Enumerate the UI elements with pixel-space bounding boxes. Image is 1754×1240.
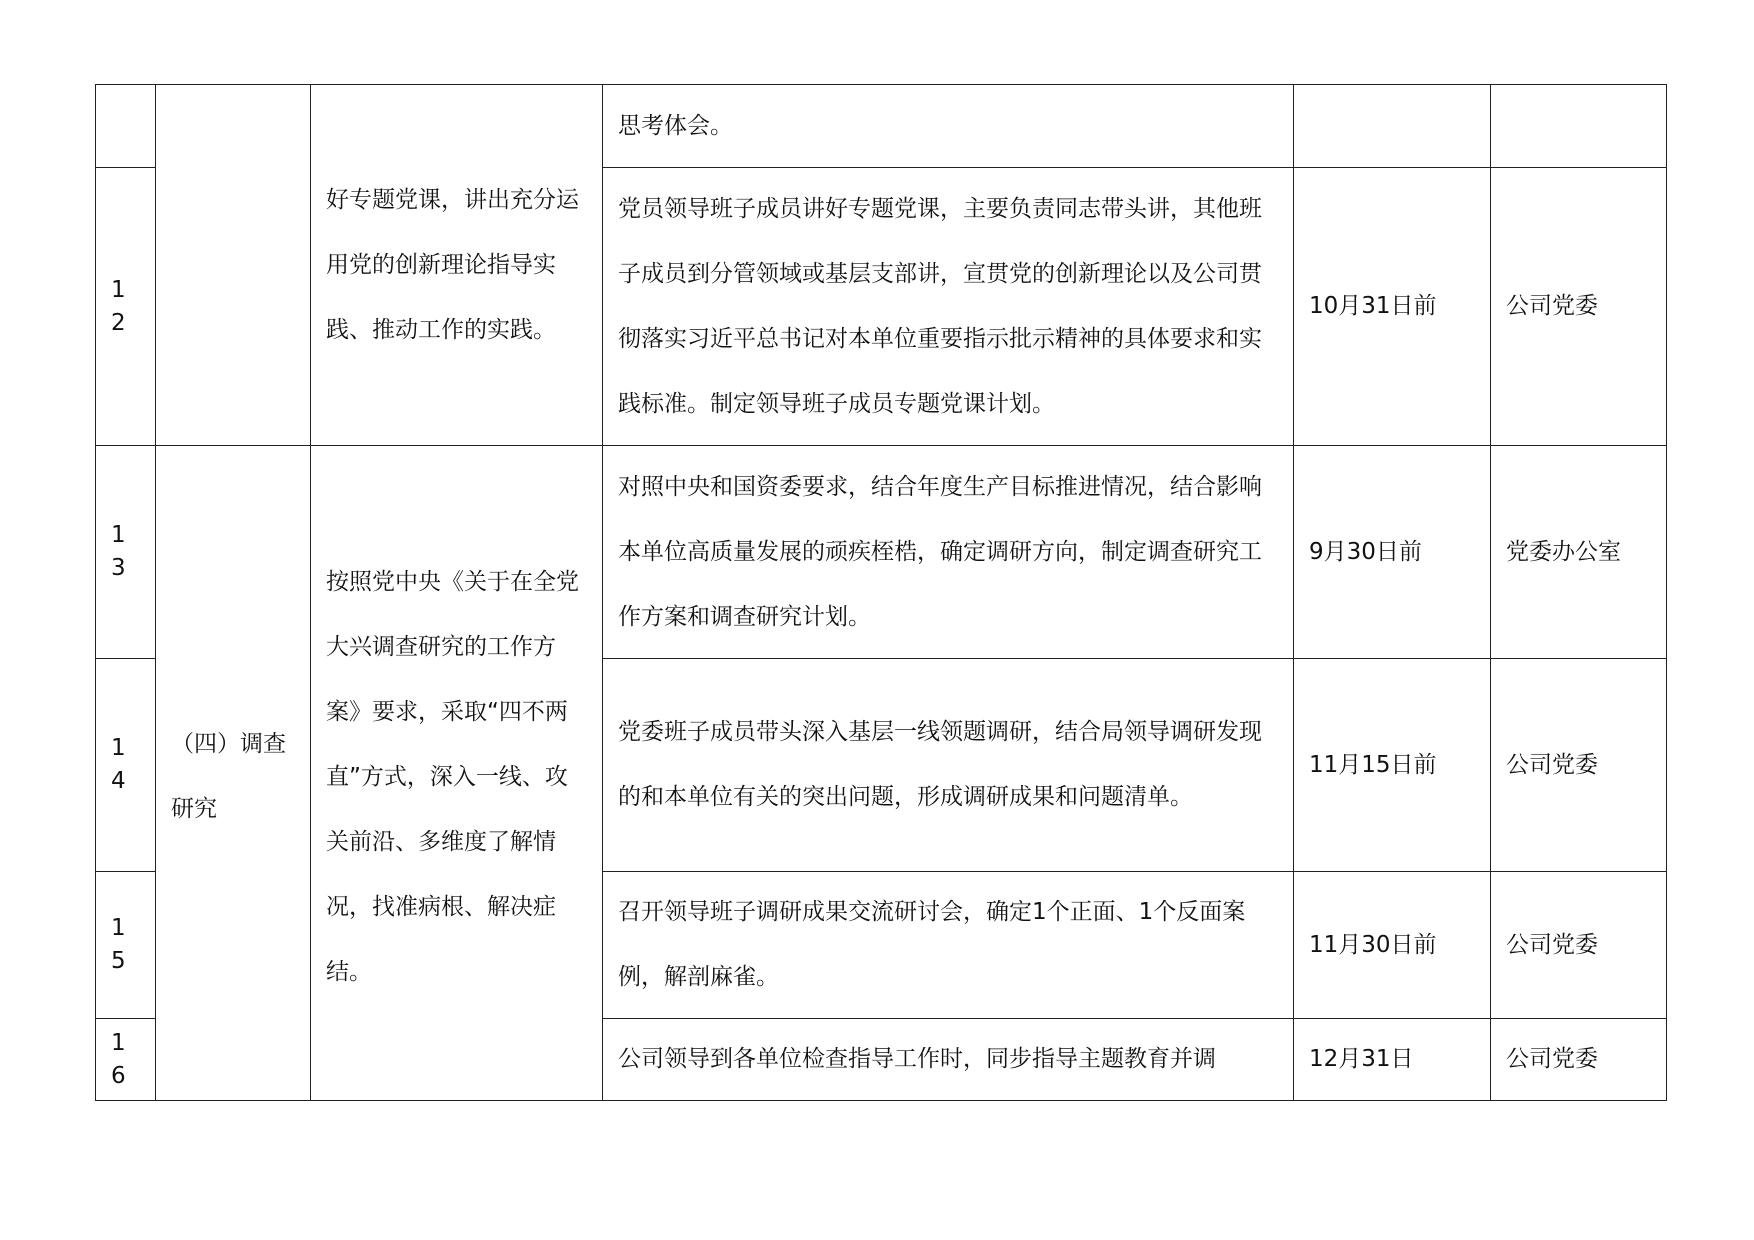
deadline-cell [1294, 85, 1491, 168]
table-row [96, 85, 1667, 168]
category-cell [156, 446, 311, 1101]
task-detail-cell: 党委班子成员带头深入基层一线领题调研，结合局领导调研发现的和本单位有关的突出问题，形成调研成果和问题清单。 [603, 659, 1294, 872]
owner-cell: 党委办公室 [1491, 446, 1667, 659]
requirement-cell [311, 446, 603, 1101]
deadline-cell: 12月31日 [1294, 1019, 1491, 1101]
deadline-cell: 10月31日前 [1294, 168, 1491, 446]
category-label: （四）调查研究 [171, 731, 286, 822]
row-number-digit: 1 [111, 915, 126, 941]
deadline-cell: 11月15日前 [1294, 659, 1491, 872]
owner-cell: 公司党委 [1491, 659, 1667, 872]
task-detail-cell: 党员领导班子成员讲好专题党课，主要负责同志带头讲，其他班子成员到分管领域或基层支部讲，宣贯党的创新理论以及公司贯彻落实习近平总书记对本单位重要指示批示精神的具体要求和实践标准。制定领导班子成员专题党课计划。 [603, 168, 1294, 446]
deadline-cell: 9月30日前 [1294, 446, 1491, 659]
row-number-digit: 2 [111, 309, 126, 336]
row-number-digit: 5 [111, 948, 126, 974]
task-detail-cell: 召开领导班子调研成果交流研讨会，确定1个正面、1个反面案例，解剖麻雀。 [603, 872, 1294, 1019]
owner-cell: 公司党委 [1491, 168, 1667, 446]
work-plan-table [95, 84, 1667, 1101]
row-number-cell [96, 446, 156, 659]
task-detail-cell: 思考体会。 [603, 85, 1294, 168]
table-row [96, 446, 1667, 659]
row-number-digit: 3 [111, 555, 126, 581]
row-number-digit: 6 [111, 1062, 126, 1089]
owner-cell: 公司党委 [1491, 1019, 1667, 1101]
row-number-digit: 4 [111, 768, 126, 794]
deadline-cell: 11月30日前 [1294, 872, 1491, 1019]
row-number-cell [96, 1019, 156, 1101]
row-number-cell [96, 85, 156, 168]
requirement-text: 按照党中央《关于在全党大兴调查研究的工作方案》要求，采取“四不两直”方式，深入一线、攻关前沿、多维度了解情况，找准病根、解决症结。 [326, 568, 579, 985]
task-detail-cell: 公司领导到各单位检查指导工作时，同步指导主题教育并调 [603, 1019, 1294, 1101]
row-number-cell [96, 168, 156, 446]
row-number-digit: 1 [111, 1029, 126, 1056]
owner-cell: 公司党委 [1491, 872, 1667, 1019]
requirement-cell: 好专题党课，讲出充分运用党的创新理论指导实践、推动工作的实践。 [311, 85, 603, 446]
owner-cell [1491, 85, 1667, 168]
row-number-cell [96, 872, 156, 1019]
category-cell [156, 85, 311, 446]
row-number-digit: 1 [111, 522, 126, 548]
row-number-cell [96, 659, 156, 872]
task-detail-cell: 对照中央和国资委要求，结合年度生产目标推进情况，结合影响本单位高质量发展的顽疾桎梏，确定调研方向，制定调查研究工作方案和调查研究计划。 [603, 446, 1294, 659]
row-number-digit: 1 [111, 276, 126, 303]
row-number-digit: 1 [111, 735, 126, 761]
